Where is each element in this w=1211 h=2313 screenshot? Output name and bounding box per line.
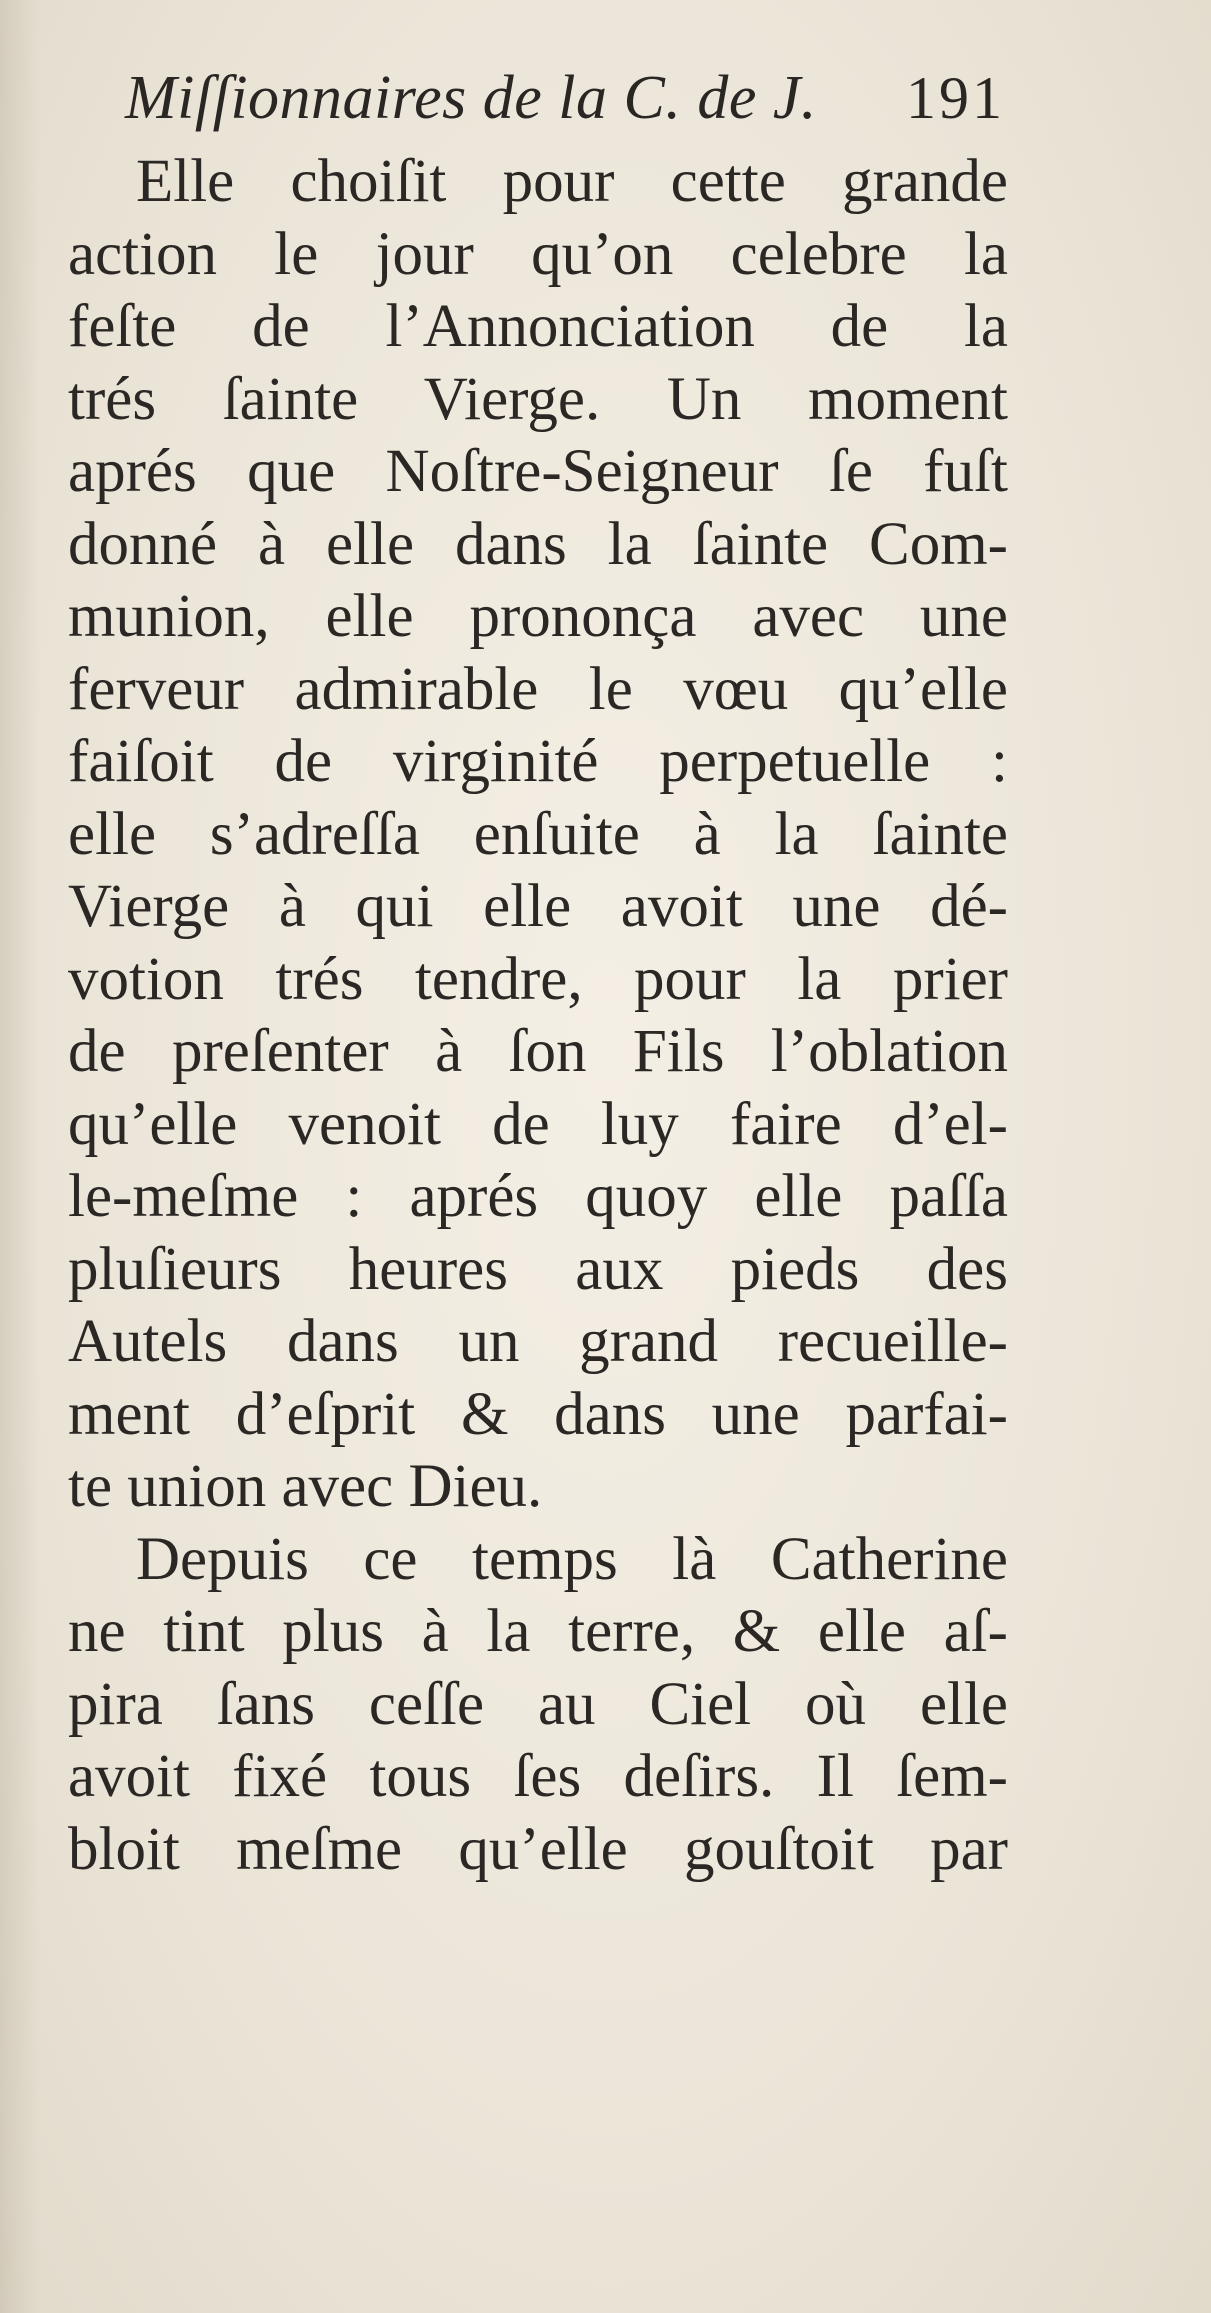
text-line: ferveur admirable le vœu qu’elle <box>68 655 1008 723</box>
text-line: feſte de l’Annonciation de la <box>68 293 1008 360</box>
text-line: Autels dans un grand recueille- <box>68 1308 1008 1375</box>
text-line: avoit fixé tous ſes deſirs. Il ſem- <box>68 1743 1008 1810</box>
body-text <box>68 146 1008 1886</box>
text-line: Elle choiſit pour cette grande <box>136 148 1008 215</box>
text-line: ment d’eſprit & dans une parfai- <box>68 1380 1008 1448</box>
text-line: pluſieurs heures aux pieds des <box>68 1235 1008 1303</box>
text-line: ne tint plus à la terre, & elle aſ- <box>68 1598 1008 1665</box>
text-line: munion, elle prononça avec une <box>68 583 1008 650</box>
text-line: le-meſme : aprés quoy elle paſſa <box>68 1163 1008 1230</box>
text-line: Vierge à qui elle avoit une dé- <box>68 873 1008 940</box>
text-line: donné à elle dans la ſainte Com- <box>68 510 1008 578</box>
text-line: trés ſainte Vierge. Un moment <box>68 365 1008 433</box>
text-line: aprés que Noſtre-Seigneur ſe fuſt <box>68 438 1008 505</box>
text-line: Depuis ce temps là Catherine <box>136 1525 1008 1593</box>
text-line: votion trés tendre, pour la prier <box>68 945 1008 1013</box>
text-line: qu’elle venoit de luy faire d’el- <box>68 1090 1008 1158</box>
text-line: te union avec Dieu. <box>68 1453 543 1520</box>
text-line: action le jour qu’on celebre la <box>68 220 1008 288</box>
text-line: faiſoit de virginité perpetuelle : <box>68 728 1008 795</box>
running-title: Miſſionnaires de la C. de J. <box>125 64 817 132</box>
running-header <box>125 58 1005 138</box>
text-line: de preſenter à ſon Fils l’oblation <box>68 1018 1008 1085</box>
text-line: elle s’adreſſa enſuite à la ſainte <box>68 800 1008 868</box>
page-number: 191 <box>906 65 1005 131</box>
page-gutter-shadow <box>0 0 40 2313</box>
text-line: pira ſans ceſſe au Ciel où elle <box>68 1670 1008 1738</box>
text-line: bloit meſme qu’elle gouſtoit par <box>68 1815 1008 1883</box>
